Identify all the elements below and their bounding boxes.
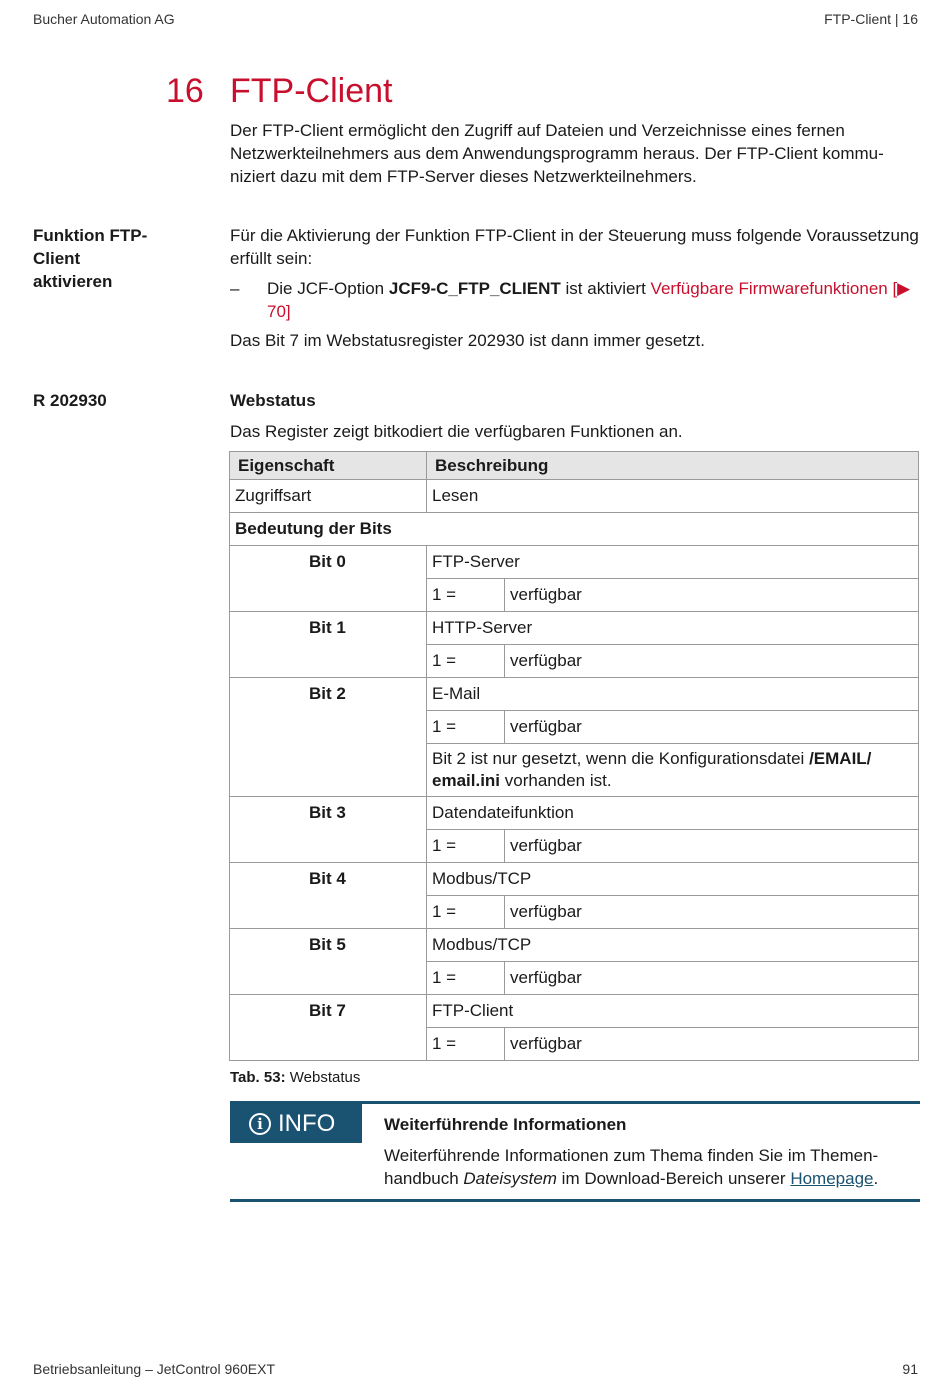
table-row (230, 995, 919, 1028)
bit-note: Das Bit 7 im Webstatusregister 202930 ist dann immer gesetzt. (230, 331, 705, 350)
bit-label: Bit 5 (230, 929, 427, 995)
table-row (230, 678, 919, 711)
bit-label: Bit 2 (230, 678, 427, 797)
webstatus-title: Webstatus (230, 391, 316, 410)
page-header-right: FTP-Client | 16 (824, 11, 918, 27)
page-number: 91 (902, 1361, 918, 1377)
bit-value: 1 = (427, 645, 505, 678)
bit-label: Bit 0 (230, 546, 427, 612)
bit-meaning: verfügbar (505, 711, 919, 744)
info-rule-bottom (230, 1199, 920, 1202)
bit-name: Modbus/TCP (427, 929, 919, 962)
table-row (230, 929, 919, 962)
info-badge (230, 1104, 362, 1143)
bit-name: FTP-Client (427, 995, 919, 1028)
bits-heading: Bedeutung der Bits (230, 513, 919, 546)
table-row (230, 863, 919, 896)
bit-name: FTP-Server (427, 546, 919, 579)
table-row (230, 612, 919, 645)
table-row (230, 546, 919, 579)
bit-meaning: verfügbar (505, 962, 919, 995)
info-text: Weiterführende Informationen zum Thema finden Sie im Themenhandbuch Dateisystem im Download-Bereich unserer Homepage. (384, 1146, 879, 1188)
bit-meaning: verfügbar (505, 830, 919, 863)
bit-note-cell: Bit 2 ist nur gesetzt, wenn die Konfigurationsdatei /EMAIL/ email.ini vorhanden ist. (427, 744, 919, 797)
bit-value: 1 = (427, 896, 505, 929)
bit-value: 1 = (427, 830, 505, 863)
table-header-cell: Beschreibung (427, 452, 919, 480)
side-label-activate: Funktion FTP-Client aktivieren (33, 226, 148, 291)
bit-name: HTTP-Server (427, 612, 919, 645)
bit-meaning: verfügbar (505, 896, 919, 929)
bit-label: Bit 4 (230, 863, 427, 929)
bit-label: Bit 1 (230, 612, 427, 678)
table-header-cell: Eigenschaft (230, 452, 427, 480)
bit-value: 1 = (427, 962, 505, 995)
page-footer-left: Betriebsanleitung – JetControl 960EXT (33, 1361, 276, 1377)
webstatus-description: Das Register zeigt bitkodiert die verfügbaren Funktionen an. (230, 422, 683, 441)
chapter-number: 16 (166, 72, 204, 110)
info-title: Weiterführende Informationen (384, 1115, 627, 1134)
table-caption: Tab. 53: Webstatus (230, 1069, 361, 1086)
bit-value: 1 = (427, 579, 505, 612)
requirement-text: Für die Aktivierung der Funktion FTP-Client in der Steuerung muss folgende Voraussetzung erfüllt sein: (230, 226, 919, 268)
bit-name: Modbus/TCP (427, 863, 919, 896)
side-label-register: R 202930 (33, 391, 107, 410)
firmware-link[interactable]: Verfügbare Firmwarefunktionen [▶ 70] (267, 279, 911, 321)
table-row (230, 797, 919, 830)
table-row (230, 513, 919, 546)
homepage-link[interactable]: Homepage (790, 1169, 874, 1188)
access-label: Zugriffsart (230, 480, 427, 513)
bit-label: Bit 3 (230, 797, 427, 863)
bit-label: Bit 7 (230, 995, 427, 1061)
table-row (230, 480, 919, 513)
info-icon: i (249, 1113, 271, 1135)
bit-meaning: verfügbar (505, 579, 919, 612)
page-header-left: Bucher Automation AG (33, 11, 175, 27)
bit-value: 1 = (427, 711, 505, 744)
bullet-text: Die JCF-Option JCF9-C_FTP_CLIENT ist aktiviert Verfügbare Firmwarefunktionen [▶ 70] (267, 279, 911, 321)
bit-name: Datendateifunktion (427, 797, 919, 830)
bit-meaning: verfügbar (505, 645, 919, 678)
access-value: Lesen (427, 480, 919, 513)
bullet-dash: – (230, 279, 240, 298)
bit-meaning: verfügbar (505, 1028, 919, 1061)
intro-paragraph: Der FTP-Client ermöglicht den Zugriff auf Dateien und Verzeichnisse eines fernen Netzwerkteilnehmers aus dem Anwendungsprogramm heraus. Der FTP-Client kommuniziert dazu mit dem FTP-Server dieses Netzwerkteilnehmers. (230, 121, 884, 186)
info-badge-label: INFO (278, 1110, 336, 1137)
bit-value: 1 = (427, 1028, 505, 1061)
chapter-title: FTP-Client (230, 72, 393, 110)
bit-name: E-Mail (427, 678, 919, 711)
table-header-row (230, 452, 919, 480)
webstatus-table (229, 451, 919, 1061)
